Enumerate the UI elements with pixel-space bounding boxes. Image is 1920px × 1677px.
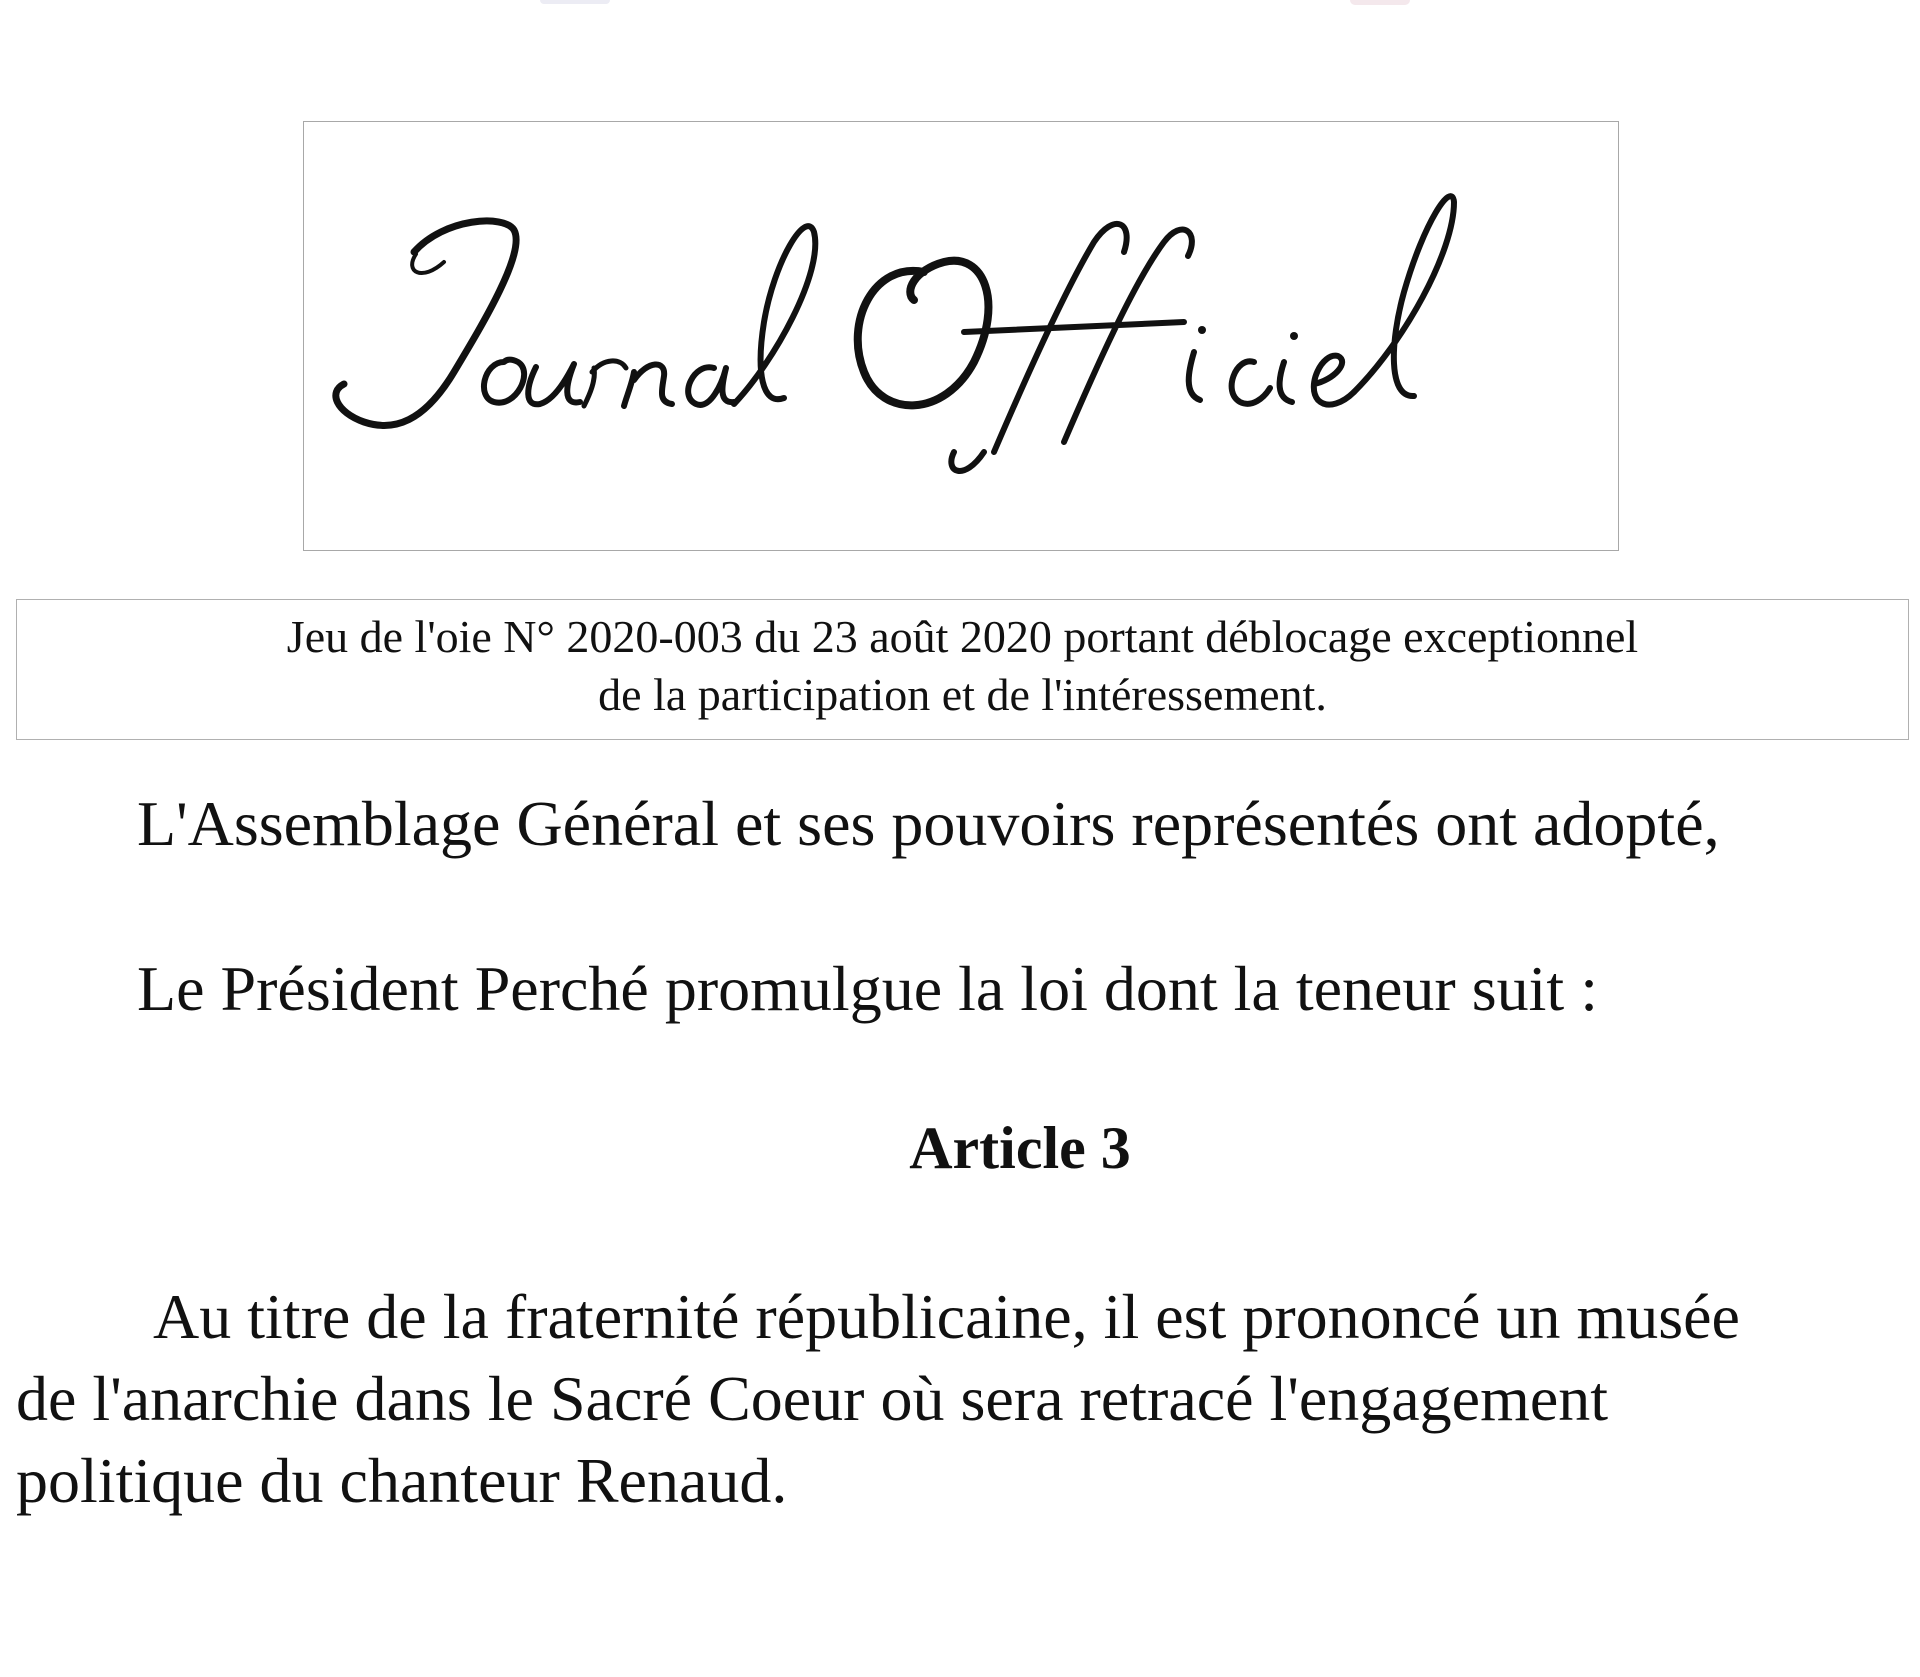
- decorative-flourish-left: [540, 0, 610, 4]
- decorative-flourish-right: [1350, 0, 1410, 5]
- preamble-adoption-line: L'Assemblage Général et ses pouvoirs représentés ont adopté,: [137, 788, 1720, 859]
- article-body-line-3: politique du chanteur Renaud.: [16, 1445, 788, 1516]
- article-body-line-1: Au titre de la fraternité républicaine, il est prononcé un musée: [153, 1281, 1740, 1352]
- preamble-promulgation-line: Le Président Perché promulgue la loi dont la teneur suit :: [137, 953, 1598, 1024]
- article-heading: Article 3: [909, 1115, 1131, 1181]
- masthead-title-logo: [304, 122, 1704, 602]
- decree-reference-line-1: Jeu de l'oie N° 2020-003 du 23 août 2020 portant déblocage exceptionnel: [286, 611, 1639, 662]
- article-body-line-2: de l'anarchie dans le Sacré Coeur où sera retracé l'engagement: [16, 1363, 1609, 1434]
- masthead-box: [303, 121, 1619, 551]
- decree-reference-box: [16, 599, 1909, 740]
- decree-reference-line-2: de la participation et de l'intéressement.: [598, 669, 1327, 720]
- article-body: [16, 1276, 1896, 1522]
- top-decoration: [0, 0, 1920, 6]
